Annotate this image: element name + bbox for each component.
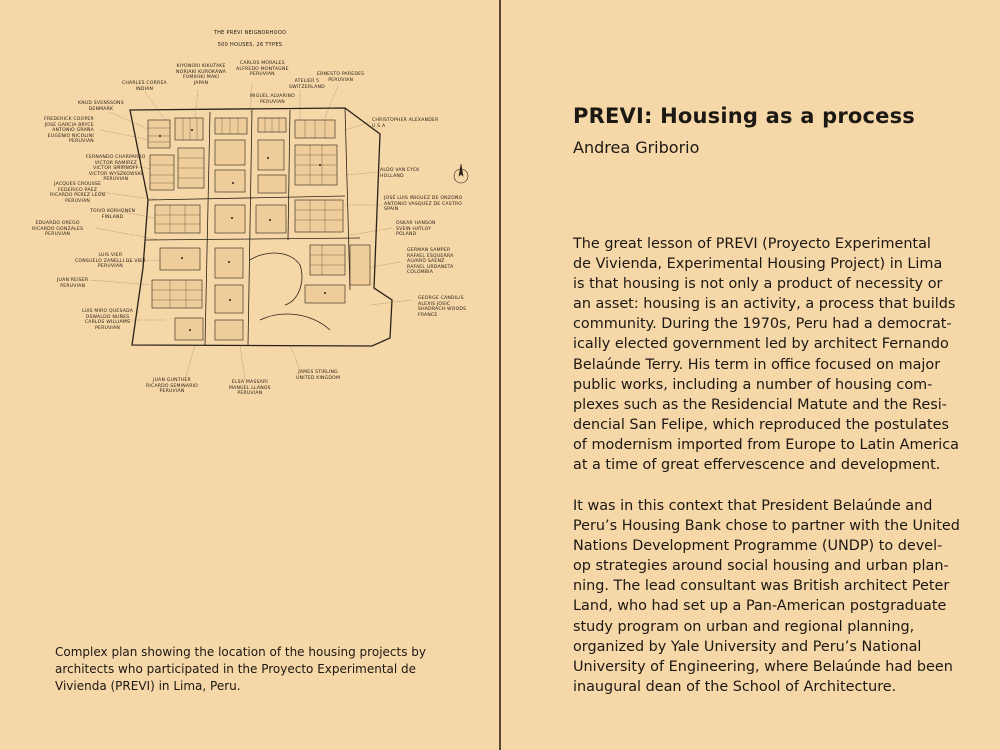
plan-label-cooper: FREDERICK COOPER JOSE GARCIA BRYCE ANTONIO GRAÑA EUGENIO NICOLINI PERUVIAN — [44, 117, 94, 145]
plan-label-crousse: JACQUES CROUSSE FEDERICO PAEZ RICARDO PEREZ LEÓN PERUVIAN — [50, 182, 106, 204]
plan-label-alexander: CHRISTOPHER ALEXANDER U.S.A — [372, 118, 439, 129]
text-line: plexes such as the Residencial Matute and the Resi- — [573, 396, 947, 413]
plan-title: THE PREVI NEIGBORHOOD — [213, 30, 287, 36]
text-line: Nations Development Programme (UNDP) to devel- — [573, 538, 943, 555]
caption-line: architects who participated in the Proyecto Experimental de — [55, 662, 417, 676]
plan-label-vier: LUIS VIER CONSUELO ZANELLI DE VIER PERUVIAN — [75, 253, 146, 270]
text-line: ically elected government led by architect Fernando — [573, 336, 949, 353]
plan-label-vaneyck: ALDO VAN EYCK HOLLAND — [380, 168, 420, 179]
plan-label-iniguez: JOSÉ LUIS IÑIGUEZ DE ONZOÑO ANTONIO VASQUEZ DE CASTRO SPAIN — [384, 196, 463, 213]
right-page — [501, 0, 1000, 750]
plan-label-massari: ELSA MASSARI MANUEL LLANOS PERUVIAN — [229, 380, 271, 397]
plan-label-correa: CHARLES CORREA INDIAN — [122, 81, 167, 92]
text-line: ning. The lead consultant was British architect Peter — [573, 578, 950, 595]
text-line: The great lesson of PREVI (Proyecto Experimental — [573, 236, 931, 252]
text-line: dencial San Felipe, which reproduced the postulates — [573, 416, 949, 433]
text-line: Land, who had set up a Pan-American postgraduate — [573, 598, 947, 615]
plan-label-candilis: GEORGE CANDILIS ALEXIS JOSIC SHADRACH WOODS FRANCE — [418, 296, 467, 318]
plan-label-quesada: LUIS MIRO QUESADA OSWALDO NUÑES CARLOS WILLIAMS PERUVIAN — [82, 309, 134, 331]
text-line: op strategies around social housing and urban plan- — [573, 558, 949, 575]
text-line: public works, including a number of housing com- — [573, 376, 933, 393]
plan-label-atelier5: ATELIER 5 SWITZERLAND — [289, 79, 325, 90]
figure-caption — [55, 644, 455, 695]
plan-label-kikutake: KIYONORI KIKUTAKE NORIAKI KUROKAWA FUMIHIKI MAKI JAPAN — [176, 64, 227, 86]
caption-line: Complex plan showing the location of the housing projects by — [55, 645, 426, 659]
plan-label-reiser: JUAN REISER PERUVIAN — [57, 278, 89, 289]
article-title: PREVI: Housing as a process — [573, 104, 915, 128]
plan-label-paredes: ERNESTO PAREDES PERUVIAN — [317, 72, 365, 83]
text-line: inaugural dean of the School of Architecture. — [573, 678, 897, 695]
article-author: Andrea Griborio — [573, 138, 700, 157]
text-line: Peru’s Housing Bank chose to partner with the United — [573, 518, 960, 535]
plan-label-korhonen: TOIVO KORHONEN FINLAND — [90, 209, 136, 220]
text-line: University of Engineering, where Belaúnde had been — [573, 658, 953, 675]
north-arrow-icon — [454, 164, 468, 183]
plan-label-orego: EDUARDO OREGO RICARDO GONZALES PERUVIAN — [32, 221, 84, 238]
text-line: of modernism imported from Europe to Latin America — [573, 436, 960, 453]
text-line: Belaúnde Terry. His term in office focused on major — [573, 356, 941, 373]
text-line: organized by Yale University and Peru’s National — [573, 638, 922, 655]
text-line: It was in this context that President Belaúnde and — [573, 498, 933, 514]
body-paragraph-1 — [573, 234, 993, 475]
plan-subtitle: 500 HOUSES, 26 TYPES — [217, 42, 283, 48]
plan-label-samper: GERMAN SAMPER RAFAEL ESQUERRA ALVARO SAENZ RAFAEL URDANETA COLOMBIA — [407, 248, 454, 276]
plan-label-svenssons: KNUD SVENSSONS DENMARK — [78, 101, 124, 112]
site-plan-figure — [0, 0, 500, 420]
plan-label-morales: CARLOS MORALES ALFREDO MONTAGNE PERUVIAN — [236, 61, 289, 78]
plan-label-alvarino: MIGUEL ALVARINO PERUVIAN — [250, 94, 295, 105]
plan-label-stirling: JAMES STIRLING UNITED KINGDOM — [296, 370, 341, 381]
text-line: community. During the 1970s, Peru had a democrat- — [573, 316, 952, 333]
body-paragraph-2 — [573, 496, 993, 697]
plan-label-hanson: OSKAR HANSON SVEIN HATLOY POLAND — [396, 221, 436, 238]
caption-line: Vivienda (PREVI) in Lima, Peru. — [55, 679, 241, 693]
plan-label-charpantier: FERNANDO CHARPARRO VICTOR RAMIREZ VICTOR SMIRNOFF VICTOR WYSZKOWSKI PERUVIAN — [86, 155, 146, 183]
text-line: de Vivienda, Experimental Housing Project) in Lima — [573, 256, 943, 273]
text-line: study program on urban and regional planning, — [573, 618, 915, 635]
text-line: is that housing is not only a product of necessity or — [573, 276, 943, 293]
text-line: at a time of great effervescence and development. — [573, 457, 941, 474]
text-line: an asset: housing is an activity, a process that builds — [573, 296, 956, 313]
plan-label-gunther: JUAN GUNTHER RICARDO SEMINARIO PERUVIAN — [146, 378, 198, 395]
